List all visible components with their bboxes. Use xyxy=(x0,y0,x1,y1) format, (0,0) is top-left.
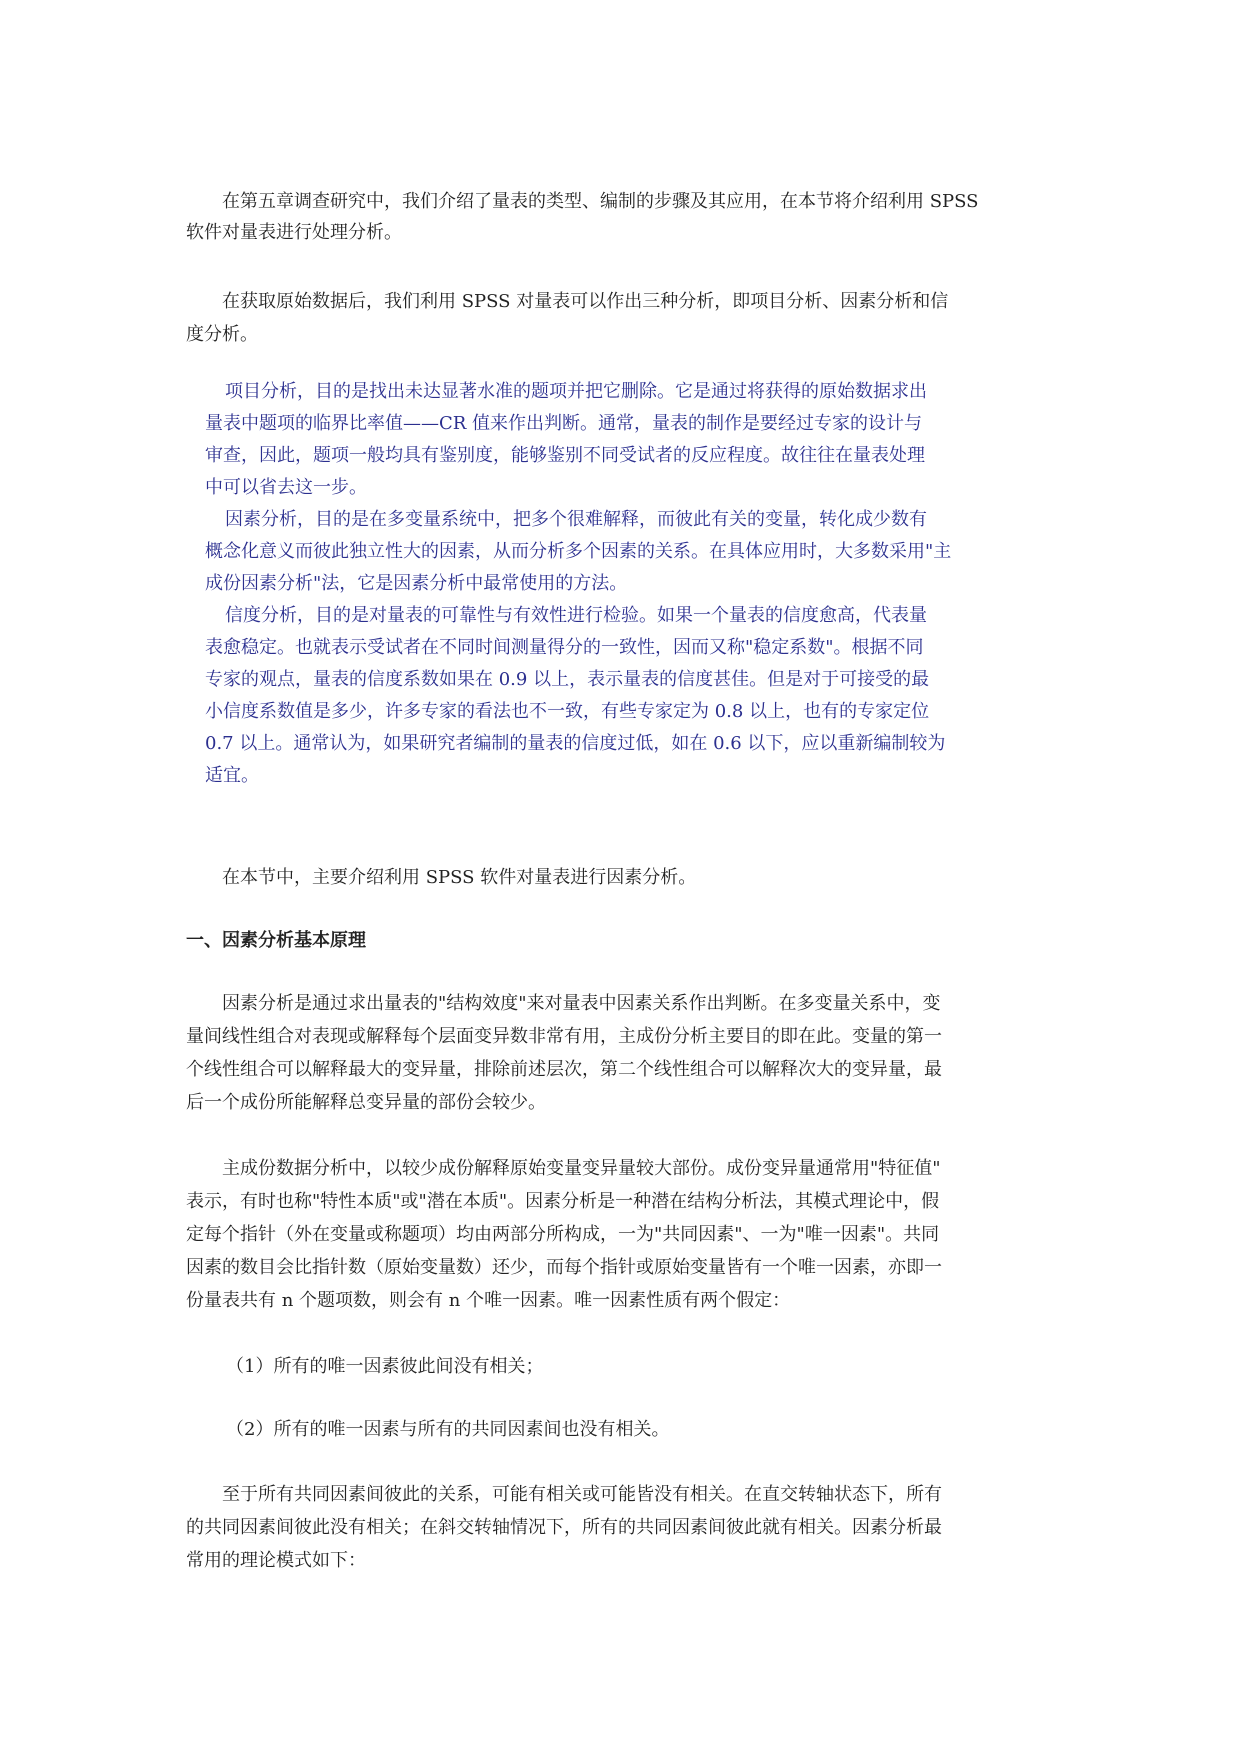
text-line: （2）所有的唯一因素与所有的共同因素间也没有相关。 xyxy=(226,1419,670,1440)
text-line: （1）所有的唯一因素彼此间没有相关； xyxy=(226,1356,544,1377)
text-line: 在第五章调查研究中，我们介绍了量表的类型、编制的步骤及其应用，在本节将介绍利用 SPSS xyxy=(222,191,979,212)
text-line: 份量表共有 n 个题项数，则会有 n 个唯一因素。唯一因素性质有两个假定： xyxy=(186,1290,791,1311)
text-line: 在本节中，主要介绍利用 SPSS 软件对量表进行因素分析。 xyxy=(222,867,697,888)
text-line: 量间线性组合对表现或解释每个层面变异数非常有用，主成份分析主要目的即在此。变量的第一 xyxy=(186,1026,942,1047)
factor-analysis-line: 因素分析，目的是在多变量系统中，把多个很难解释，而彼此有关的变量，转化成少数有 xyxy=(225,509,927,530)
text-line: 度分析。 xyxy=(186,324,258,345)
text-line: 主成份数据分析中，以较少成份解释原始变量变异量较大部份。成份变异量通常用"特征值" xyxy=(222,1158,941,1179)
text-line: 的共同因素间彼此没有相关；在斜交转轴情况下，所有的共同因素间彼此就有相关。因素分析最 xyxy=(186,1517,942,1538)
text-line: 因素分析是通过求出量表的"结构效度"来对量表中因素关系作出判断。在多变量关系中，变 xyxy=(222,993,941,1014)
factor-analysis-line: 成份因素分析"法，它是因素分析中最常使用的方法。 xyxy=(205,573,628,594)
text-line: 因素的数目会比指针数（原始变量数）还少，而每个指针或原始变量皆有一个唯一因素，亦即一 xyxy=(186,1257,942,1278)
text-line: 在获取原始数据后，我们利用 SPSS 对量表可以作出三种分析，即项目分析、因素分析和信 xyxy=(222,291,949,312)
text-line: 常用的理论模式如下： xyxy=(186,1550,366,1571)
text-line: 软件对量表进行处理分析。 xyxy=(186,222,402,243)
reliability-analysis-line: 表愈稳定。也就表示受试者在不同时间测量得分的一致性，因而又称"稳定系数"。根据不同 xyxy=(205,637,924,658)
text-line: 表示，有时也称"特性本质"或"潜在本质"。因素分析是一种潜在结构分析法，其模式理论中，假 xyxy=(186,1191,940,1212)
reliability-analysis-line: 信度分析，目的是对量表的可靠性与有效性进行检验。如果一个量表的信度愈高，代表量 xyxy=(225,605,927,626)
text-line: 个线性组合可以解释最大的变异量，排除前述层次，第二个线性组合可以解释次大的变异量，最 xyxy=(186,1059,942,1080)
item-analysis-line: 项目分析，目的是找出未达显著水准的题项并把它删除。它是通过将获得的原始数据求出 xyxy=(225,381,927,402)
factor-analysis-line: 概念化意义而彼此独立性大的因素，从而分析多个因素的关系。在具体应用时，大多数采用"主 xyxy=(205,541,952,562)
section-title: 一、因素分析基本原理 xyxy=(186,930,366,951)
reliability-analysis-line: 0.7 以上。通常认为，如果研究者编制的量表的信度过低，如在 0.6 以下，应以重新编制较为 xyxy=(205,733,946,754)
reliability-analysis-line: 小信度系数值是多少，许多专家的看法也不一致，有些专家定为 0.8 以上，也有的专家定位 xyxy=(205,701,930,722)
text-line: 定每个指针（外在变量或称题项）均由两部分所构成，一为"共同因素"、一为"唯一因素"。共同 xyxy=(186,1224,940,1245)
text-line: 至于所有共同因素间彼此的关系，可能有相关或可能皆没有相关。在直交转轴状态下，所有 xyxy=(222,1484,942,1505)
reliability-analysis-line: 适宜。 xyxy=(205,765,259,786)
item-analysis-line: 审查，因此，题项一般均具有鉴别度，能够鉴别不同受试者的反应程度。故往往在量表处理 xyxy=(205,445,925,466)
item-analysis-line: 量表中题项的临界比率值——CR 值来作出判断。通常，量表的制作是要经过专家的设计与 xyxy=(205,413,923,434)
reliability-analysis-line: 专家的观点，量表的信度系数如果在 0.9 以上，表示量表的信度甚佳。但是对于可接受的最 xyxy=(205,669,930,690)
text-line: 后一个成份所能解释总变异量的部份会较少。 xyxy=(186,1092,546,1113)
item-analysis-line: 中可以省去这一步。 xyxy=(205,477,367,498)
